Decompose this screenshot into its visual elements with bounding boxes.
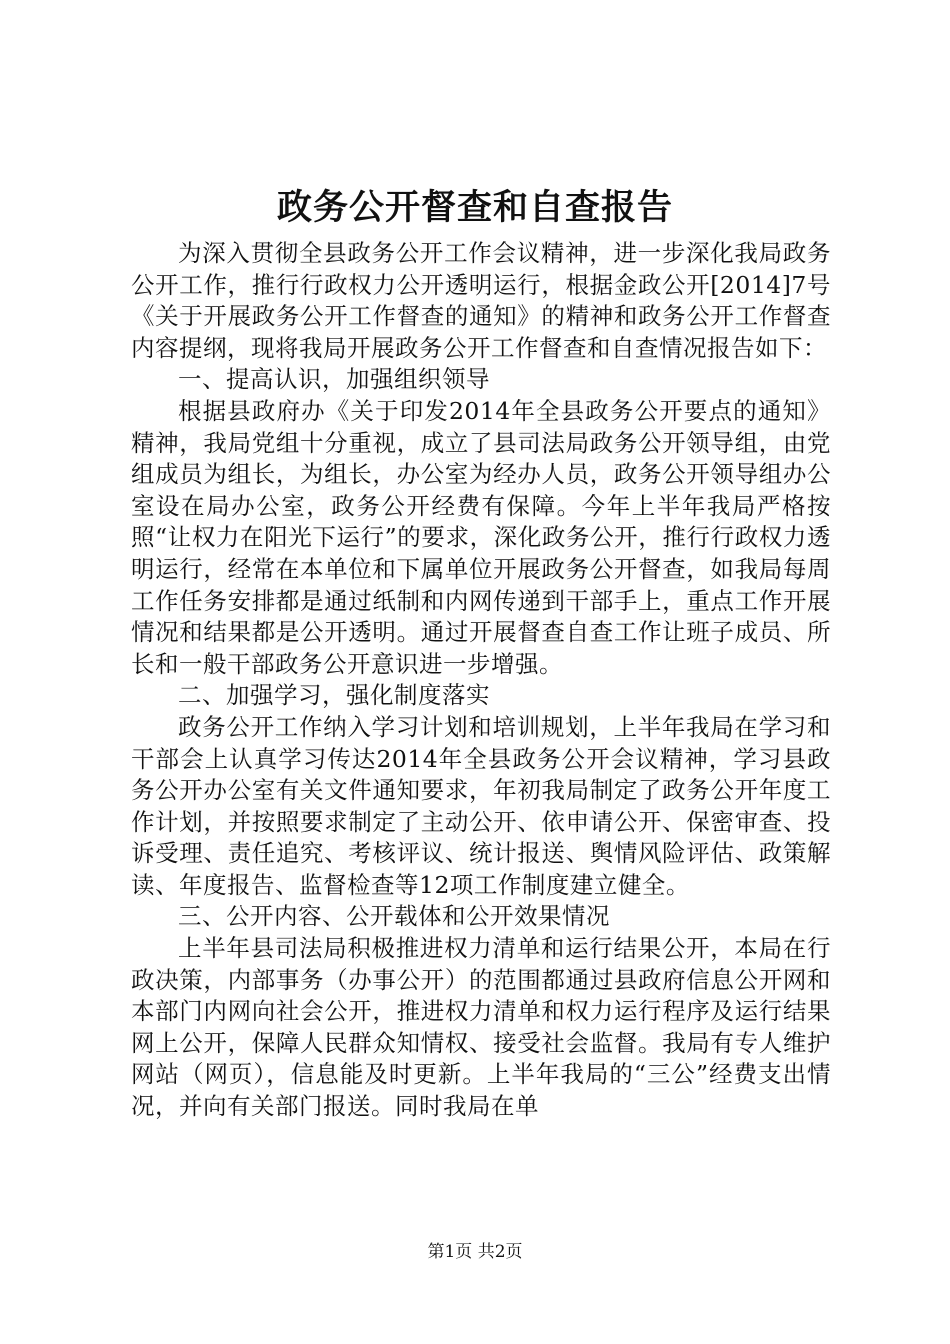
page-number-footer: 第1页 共2页: [427, 1242, 523, 1262]
section-paragraph-2: 政务公开工作纳入学习计划和培训规划，上半年我局在学习和干部会上认真学习传达2014年全县政务公开会议精神，学习县政务公开办公室有关文件通知要求，年初我局制定了政务公开年度工作计划，并按照要求制定了主动公开、依申请公开、保密审查、投诉受理、责任追究、考核评议、统计报送、舆情风险评估、政策解读、年度报告、监督检查等12项工作制度建立健全。: [131, 712, 831, 899]
section-paragraph-1: 根据县政府办《关于印发2014年全县政务公开要点的通知》精神，我局党组十分重视，成立了县司法局政务公开领导组，由党组成员为组长，为组长，办公室为经办人员，政务公开领导组办公室设在局办公室，政务公开经费有保障。今年上半年我局严格按照“让权力在阳光下运行”的要求，深化政务公开，推行行政权力透明运行，经常在本单位和下属单位开展政务公开督查，如我局每周工作任务安排都是通过纸制和内网传递到干部手上，重点工作开展情况和结果都是公开透明。通过开展督查自查工作让班子成员、所长和一般干部政务公开意识进一步增强。: [131, 396, 831, 678]
document-body: [131, 238, 831, 1123]
section-heading-3: 三、公开内容、公开载体和公开效果情况: [178, 902, 610, 931]
section-heading-1: 一、提高认识，加强组织领导: [178, 365, 490, 394]
intro-paragraph: 为深入贯彻全县政务公开工作会议精神，进一步深化我局政务公开工作，推行行政权力公开透明运行，根据金政公开[2014]7号《关于开展政务公开工作督查的通知》的精神和政务公开工作督查内容提纲，现将我局开展政务公开工作督查和自查情况报告如下：: [131, 239, 831, 362]
section-paragraph-3: 上半年县司法局积极推进权力清单和运行结果公开，本局在行政决策，内部事务（办事公开）的范围都通过县政府信息公开网和本部门内网向社会公开，推进权力清单和权力运行程序及运行结果网上公开，保障人民群众知情权、接受社会监督。我局有专人维护网站（网页），信息能及时更新。上半年我局的“三公”经费支出情况，并向有关部门报送。同时我局在单: [131, 934, 831, 1121]
section-heading-2: 二、加强学习，强化制度落实: [178, 681, 490, 710]
document-title: 政务公开督查和自查报告: [276, 188, 673, 228]
